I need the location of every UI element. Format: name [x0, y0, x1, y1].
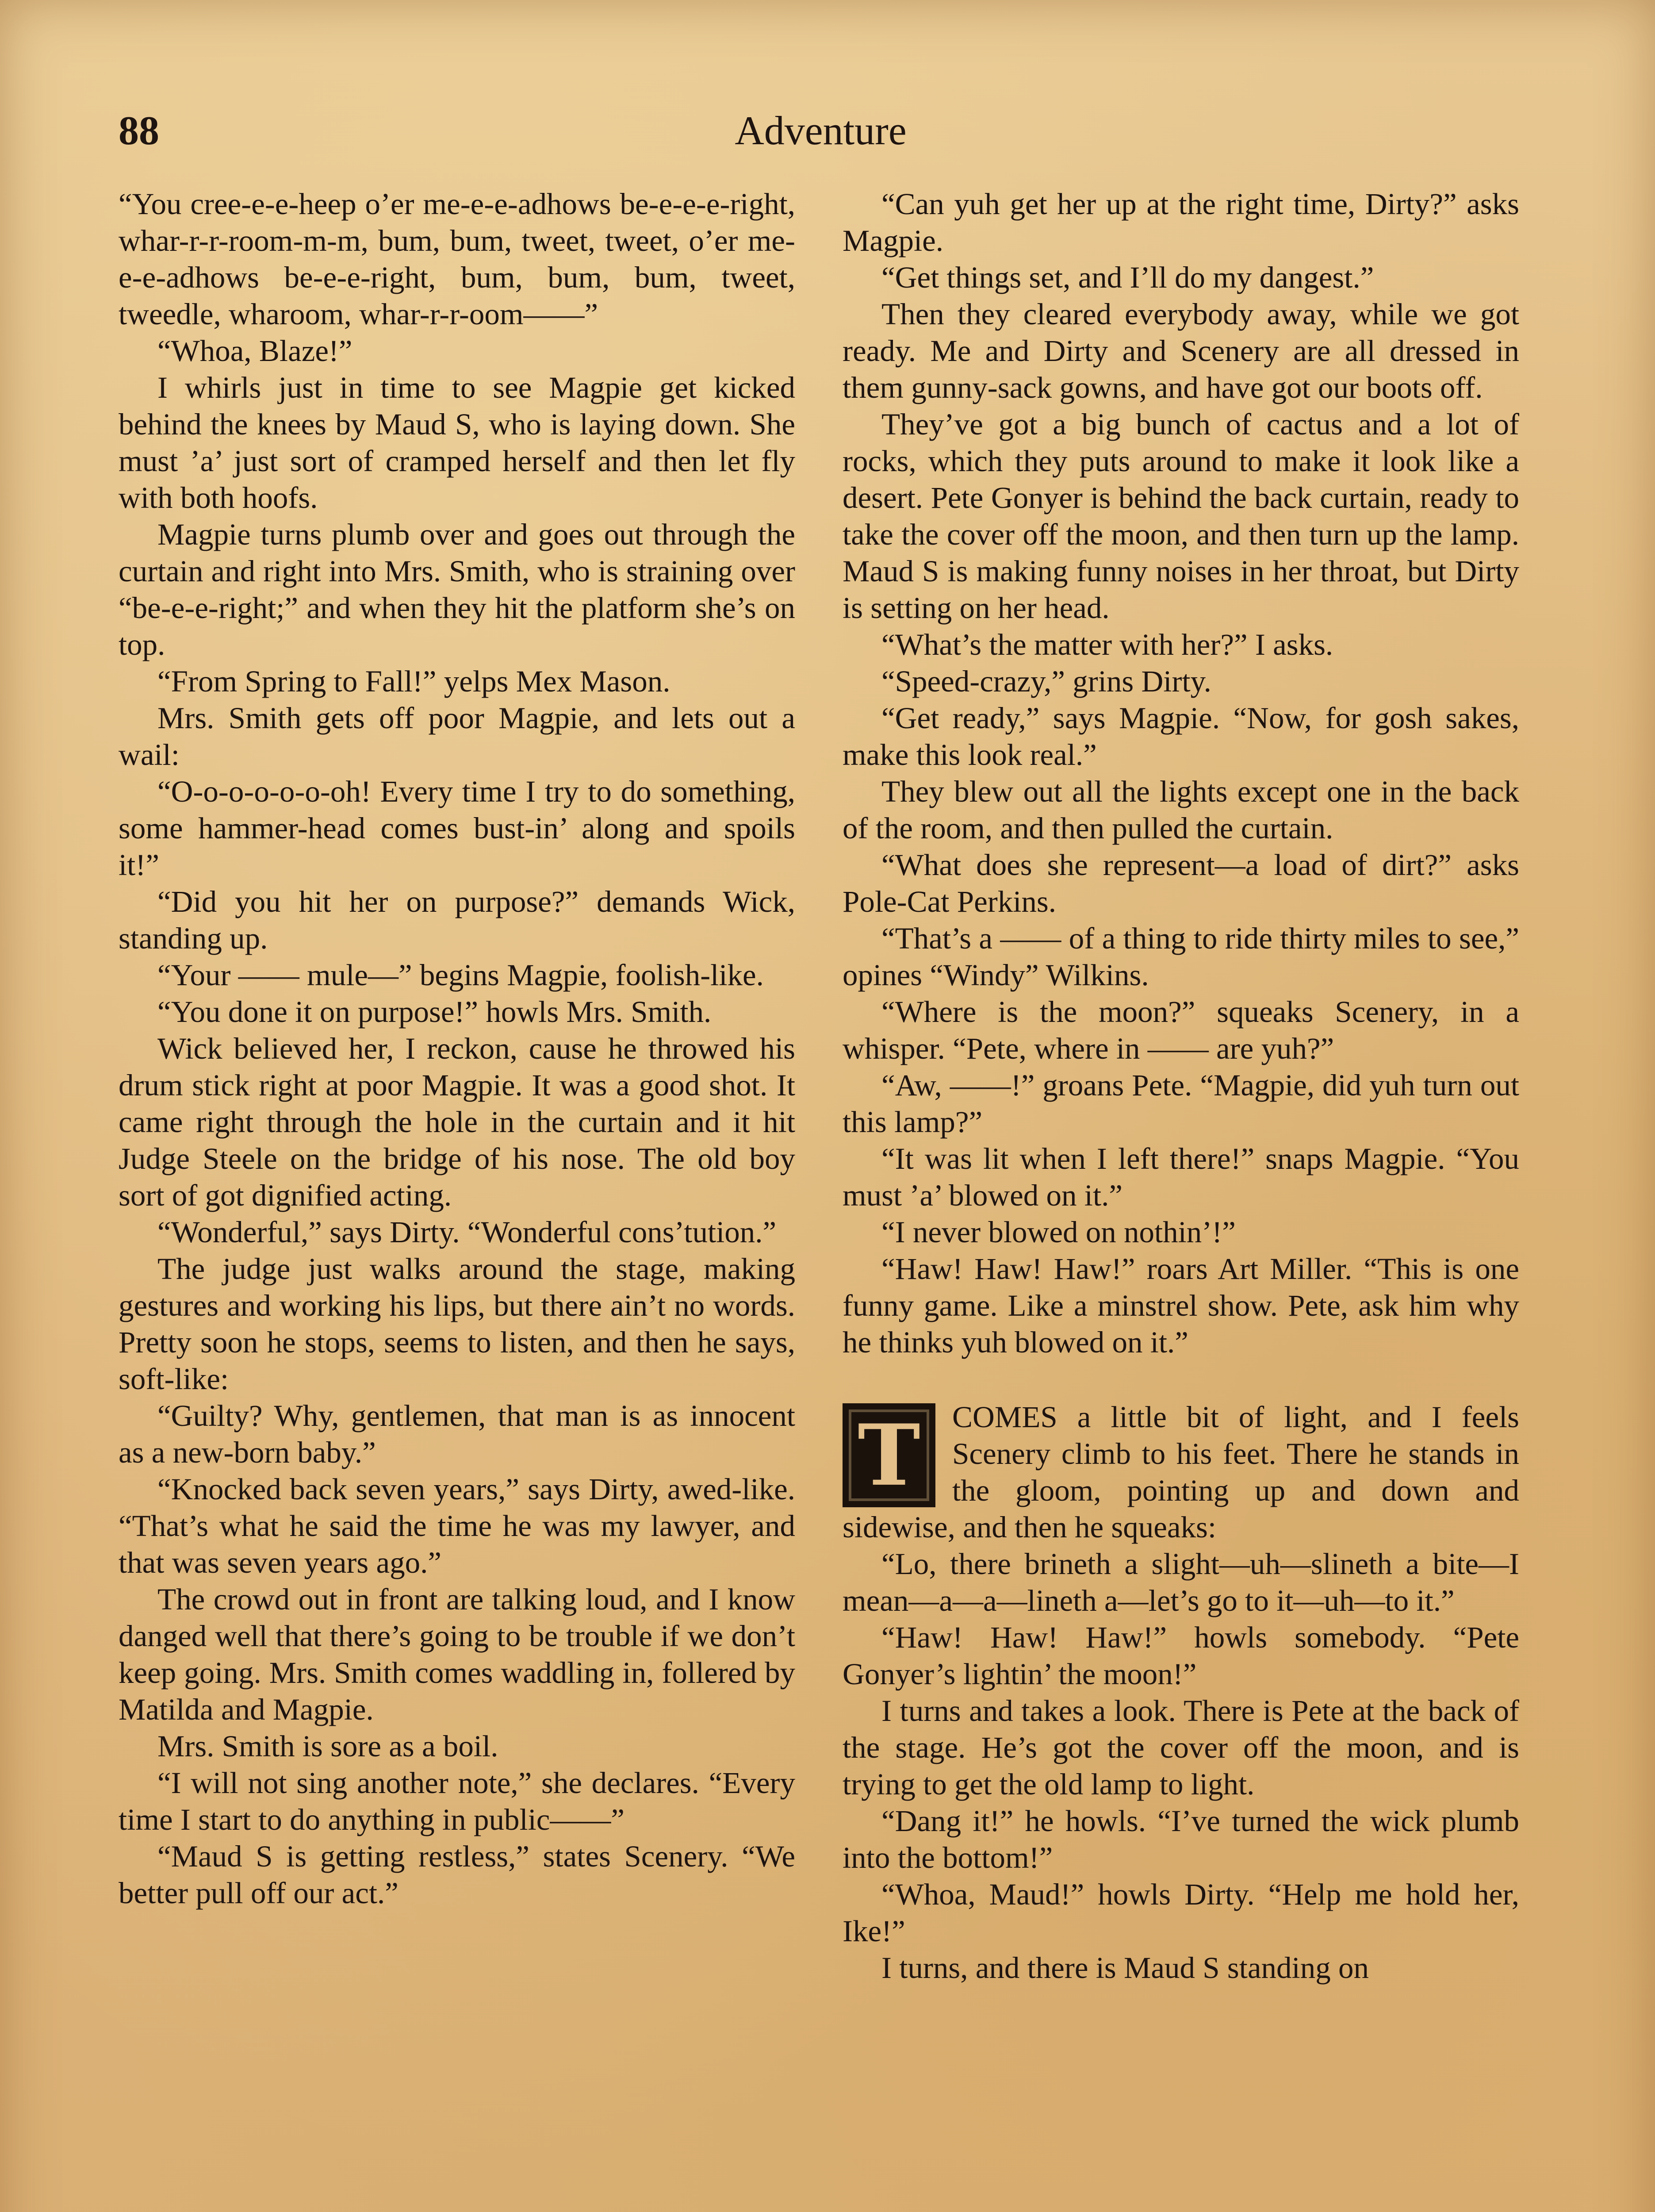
paragraph: Magpie turns plumb over and goes out through the curtain and right into Mrs. Smith, who is straining over “be-e-e-right;” and when they hit the platform she’s on top. [119, 518, 795, 661]
page-header [119, 102, 1523, 159]
paragraph: “Aw, ——!” groans Pete. “Magpie, did yuh turn out this lamp?” [843, 1068, 1519, 1139]
paragraph: The judge just walks around the stage, making gestures and working his lips, but there ain’t no words. Pretty soon he stops, seems to listen, and then he says, soft-like: [119, 1252, 795, 1396]
right-column [843, 186, 1519, 1986]
paragraph: They’ve got a big bunch of cactus and a lot of rocks, which they puts around to make it look like a desert. Pete Gonyer is behind the back curtain, ready to take the cover off the moon, and then turn up the lamp. Maud S is making funny noises in her throat, but Dirty is setting on her head. [843, 407, 1519, 625]
section-opening-text: COMES a little bit of light, and I feels Scenery climb to his feet. There he stands in the gloom, pointing up and down and sidewise, and then he squeaks: [843, 1400, 1519, 1544]
running-title: Adventure [735, 108, 907, 153]
paragraph: The crowd out in front are talking loud, and I know danged well that there’s going to be trouble if we don’t keep going. Mrs. Smith comes waddling in, follered by Matilda and Magpie. [119, 1582, 795, 1726]
paragraph: “Haw! Haw! Haw!” howls somebody. “Pete Gonyer’s lightin’ the moon!” [843, 1621, 1519, 1691]
paragraph: “From Spring to Fall!” yelps Mex Mason. [157, 664, 670, 698]
drop-cap [843, 1403, 935, 1507]
paragraph: “Did you hit her on purpose?” demands Wick, standing up. [119, 885, 795, 955]
paragraph: “That’s a —— of a thing to ride thirty miles to see,” opines “Windy” Wilkins. [843, 922, 1519, 992]
paragraph: “What’s the matter with her?” I asks. [881, 628, 1333, 661]
paragraph: “You done it on purpose!” howls Mrs. Smith. [157, 995, 712, 1029]
paragraph: “Get things set, and I’ll do my dangest.” [881, 261, 1374, 294]
page-number: 88 [119, 108, 159, 153]
paragraph: “Get ready,” says Magpie. “Now, for gosh sakes, make this look real.” [843, 701, 1519, 772]
paragraph: “Lo, there brineth a slight—uh—slineth a bite—I mean—a—a—lineth a—let’s go to it—uh—to it.” [843, 1547, 1519, 1617]
paragraph: “Whoa, Maud!” howls Dirty. “Help me hold her, Ike!” [843, 1878, 1519, 1948]
paragraph: “What does she represent—a load of dirt?” asks Pole-Cat Perkins. [843, 848, 1519, 918]
paragraph: “Wonderful,” says Dirty. “Wonderful cons’tution.” [157, 1215, 777, 1249]
left-column [119, 186, 795, 1912]
paragraph: They blew out all the lights except one in the back of the room, and then pulled the curtain. [843, 775, 1519, 845]
paragraph: “Dang it!” he howls. “I’ve turned the wick plumb into the bottom!” [843, 1804, 1519, 1874]
paragraph: Mrs. Smith is sore as a boil. [157, 1729, 498, 1763]
paragraph: “Knocked back seven years,” says Dirty, awed-like. “That’s what he said the time he was my lawyer, and that was seven years ago.” [119, 1472, 795, 1579]
paragraph: Then they cleared everybody away, while we got ready. Me and Dirty and Scenery are all dressed in them gunny-sack gowns, and have got our boots off. [843, 297, 1519, 404]
paragraph: “I never blowed on nothin’!” [881, 1215, 1236, 1249]
paragraph: “Can yuh get her up at the right time, Dirty?” asks Magpie. [843, 187, 1519, 257]
paragraph: Wick believed her, I reckon, cause he throwed his drum stick right at poor Magpie. It was a good shot. It came right through the hole in the curtain and it hit Judge Steele on the bridge of his nose. The old boy sort of got dignified acting. [119, 1032, 795, 1212]
paragraph: “Where is the moon?” squeaks Scenery, in a whisper. “Pete, where in —— are yuh?” [843, 995, 1519, 1065]
paragraph: “Guilty? Why, gentlemen, that man is as innocent as a new-born baby.” [119, 1399, 795, 1469]
paragraph: Mrs. Smith gets off poor Magpie, and lets out a wail: [119, 701, 795, 772]
paragraph: “Whoa, Blaze!” [157, 334, 352, 368]
paragraph: “Speed-crazy,” grins Dirty. [881, 664, 1211, 698]
paragraph: “O-o-o-o-o-o-oh! Every time I try to do something, some hammer-head comes bust-in’ along and spoils it!” [119, 775, 795, 882]
paragraph: “I will not sing another note,” she declares. “Every time I start to do anything in public——” [119, 1766, 795, 1836]
paragraph: “Maud S is getting restless,” states Scenery. “We better pull off our act.” [119, 1839, 795, 1910]
paragraph: “Haw! Haw! Haw!” roars Art Miller. “This is one funny game. Like a minstrel show. Pete, ask him why he thinks yuh blowed on it.” [843, 1252, 1519, 1359]
paragraph: “Your —— mule—” begins Magpie, foolish-like. [157, 958, 764, 992]
paragraph: I turns and takes a look. There is Pete at the back of the stage. He’s got the cover off the moon, and is trying to get the old lamp to light. [843, 1694, 1519, 1801]
paragraph: “You cree-e-e-heep o’er me-e-e-adhows be-e-e-e-right, whar-r-r-room-m-m, bum, bum, tweet, tweet, o’er me-e-e-adhows be-e-e-right, bum, bum, bum, tweet, tweedle, wharoom, whar-r-r-oom——” [119, 187, 795, 331]
paragraph: I turns, and there is Maud S standing on [881, 1951, 1369, 1985]
section-opening-paragraph [843, 1399, 1519, 1546]
drop-cap-letter: T [858, 1406, 920, 1505]
section-break [843, 1361, 1519, 1399]
paragraph: I whirls just in time to see Magpie get kicked behind the knees by Maud S, who is laying down. She must ’a’ just sort of cramped herself and then let fly with both hoofs. [119, 371, 795, 515]
paragraph: “It was lit when I left there!” snaps Magpie. “You must ’a’ blowed on it.” [843, 1142, 1519, 1212]
